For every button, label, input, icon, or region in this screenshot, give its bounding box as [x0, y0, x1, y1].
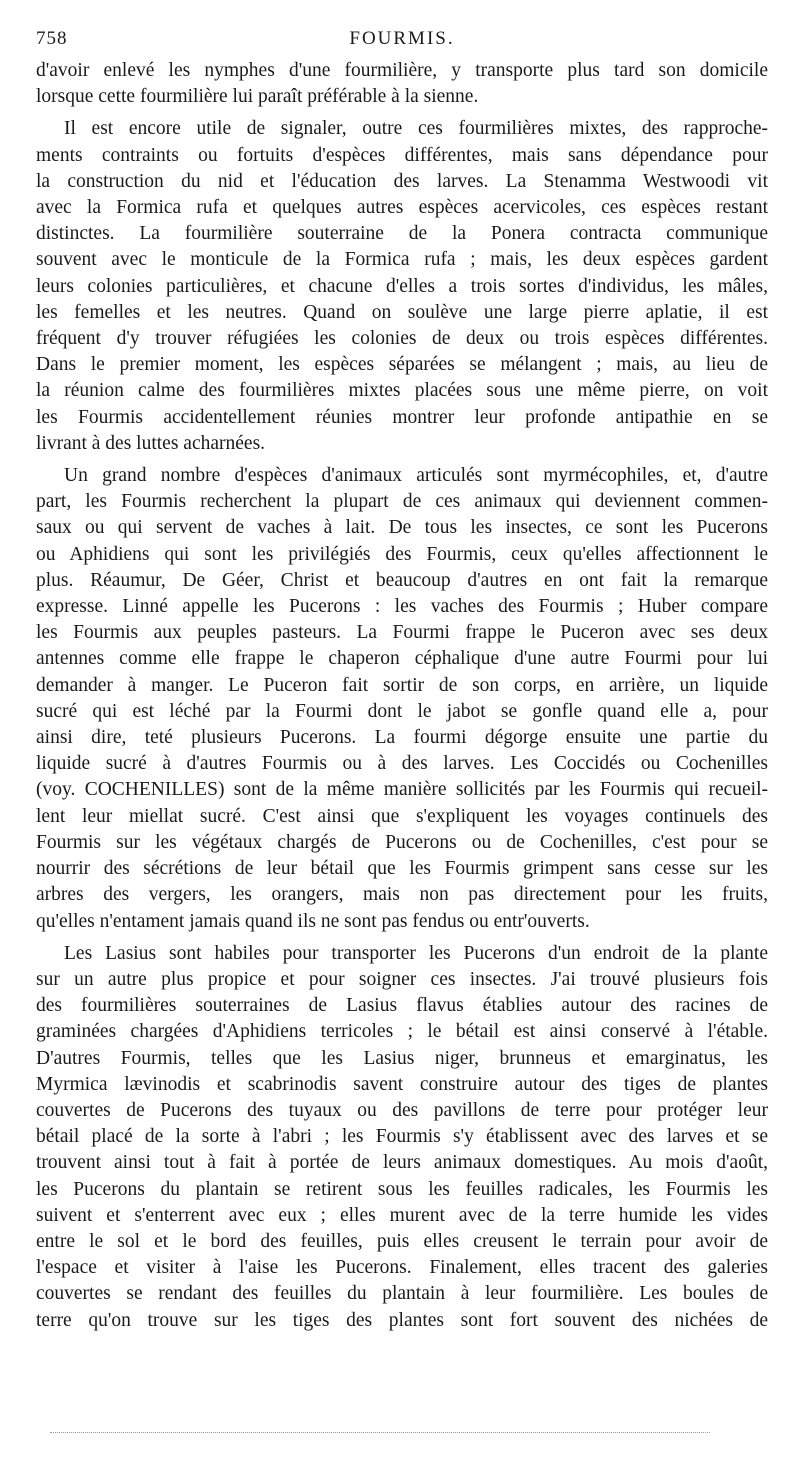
paragraph-0	[36, 58, 768, 110]
text-line: ou Aphidiens qui sont les privilégiés des Fourmis, ceux qu'elles affectionnent le	[36, 543, 768, 565]
text-line: Myrmica lævinodis et scabrinodis savent construire autour des tiges de plantes	[36, 1073, 768, 1095]
text-line: Il est encore utile de signaler, outre ces fourmilières mixtes, des rapproche-	[64, 118, 768, 140]
text-line: couvertes se rendant des feuilles du plantain à leur fourmilière. Les boules de	[36, 1283, 768, 1305]
text-line: terre qu'on trouve sur les tiges des plantes sont fort souvent des nichées de	[36, 1309, 768, 1331]
text-line: ments contraints ou fortuits d'espèces différentes, mais sans dépendance pour	[36, 144, 768, 166]
text-line: suivent et s'enterrent avec eux ; elles murent avec de la terre humide les vides	[36, 1204, 768, 1226]
text-line: d'avoir enlevé les nymphes d'une fourmilière, y transporte plus tard son domicile	[36, 60, 768, 81]
running-head	[36, 28, 768, 58]
text-line: les femelles et les neutres. Quand on soulève une large pierre aplatie, il est	[36, 301, 768, 323]
text-line: lorsque cette fourmilière lui paraît préférable à la sienne.	[36, 86, 479, 108]
text-line: nourrir des sécrétions de leur bétail que les Fourmis grimpent sans cesse sur les	[36, 858, 768, 880]
text-line: antennes comme elle frappe le chaperon céphalique d'une autre Fourmi pour lui	[36, 648, 768, 670]
text-line: Un grand nombre d'espèces d'animaux articulés sont myrmécophiles, et, d'autre	[64, 465, 768, 487]
text-line: fréquent d'y trouver réfugiées les colonies de deux ou trois espèces différentes.	[36, 328, 768, 350]
text-line: entre le sol et le bord des feuilles, puis elles creusent le terrain pour avoir de	[36, 1230, 768, 1252]
text-line: leurs colonies particulières, et chacune d'elles a trois sortes d'individus, les mâles,	[36, 275, 768, 297]
text-line: Fourmis sur les végétaux chargés de Pucerons ou de Cochenilles, c'est pour se	[36, 831, 768, 853]
text-line: (voy. COCHENILLES) sont de la même manière sollicités par les Fourmis qui recueil-	[36, 779, 768, 801]
text-line: demander à manger. Le Puceron fait sortir de son corps, en arrière, un liquide	[36, 674, 768, 696]
text-line: graminées chargées d'Aphidiens terricoles ; le bétail est ainsi conservé à l'étable.	[36, 1021, 768, 1043]
text-line: expresse. Linné appelle les Pucerons : les vaches des Fourmis ; Huber compare	[36, 596, 768, 618]
paragraph-2	[36, 463, 768, 935]
text-line: qu'elles n'entament jamais quand ils ne sont pas fendus ou entr'ouverts.	[36, 910, 590, 932]
paragraph-1	[36, 116, 768, 457]
section-title: FOURMIS.	[349, 28, 455, 49]
paragraph-3	[36, 941, 768, 1334]
text-line: saux ou qui servent de vaches à lait. De tous les insectes, ce sont les Pucerons	[36, 517, 768, 539]
text-line: part, les Fourmis recherchent la plupart de ces animaux qui deviennent commen-	[36, 491, 768, 513]
text-line: les Fourmis accidentellement réunies montrer leur profonde antipathie en se	[36, 406, 768, 428]
text-line: les Pucerons du plantain se retirent sous les feuilles radicales, les Fourmis les	[36, 1178, 768, 1200]
text-line: des fourmilières souterraines de Lasius flavus établies autour des racines de	[36, 995, 768, 1017]
text-line: livrant à des luttes acharnées.	[36, 432, 266, 454]
text-line: souvent avec le monticule de la Formica rufa ; mais, les deux espèces gardent	[36, 249, 768, 271]
text-line: couvertes de Pucerons des tuyaux ou des pavillons de terre pour protéger leur	[36, 1099, 768, 1121]
text-line: distinctes. La fourmilière souterraine de la Ponera contracta communique	[36, 223, 768, 245]
text-line: plus. Réaumur, De Géer, Christ et beaucoup d'autres en ont fait la remarque	[36, 569, 768, 591]
page-number: 758	[36, 28, 68, 49]
text-line: ainsi dire, teté plusieurs Pucerons. La fourmi dégorge ensuite une partie du	[36, 727, 768, 749]
text-line: Dans le premier moment, les espèces séparées se mélangent ; mais, au lieu de	[36, 354, 768, 376]
text-line: sur un autre plus propice et pour soigner ces insectes. J'ai trouvé plusieurs fois	[36, 968, 768, 990]
footer-divider	[50, 1432, 710, 1433]
document-page	[36, 28, 768, 1334]
text-line: D'autres Fourmis, telles que les Lasius niger, brunneus et emarginatus, les	[36, 1047, 768, 1069]
text-line: liquide sucré à d'autres Fourmis ou à des larves. Les Coccidés ou Cochenilles	[36, 753, 768, 775]
text-line: arbres des vergers, les orangers, mais non pas directement pour les fruits,	[36, 884, 768, 906]
text-line: sucré qui est léché par la Fourmi dont le jabot se gonfle quand elle a, pour	[36, 700, 768, 722]
text-line: trouvent ainsi tout à fait à portée de leurs animaux domestiques. Au mois d'août,	[36, 1152, 768, 1174]
text-line: l'espace et visiter à l'aise les Pucerons. Finalement, elles tracent des galeries	[36, 1257, 768, 1279]
text-line: la réunion calme des fourmilières mixtes placées sous une même pierre, on voit	[36, 380, 768, 402]
text-line: avec la Formica rufa et quelques autres espèces acervicoles, ces espèces restant	[36, 197, 768, 219]
text-line: bétail placé de la sorte à l'abri ; les Fourmis s'y établissent avec des larves et se	[36, 1126, 768, 1148]
text-line: lent leur miellat sucré. C'est ainsi que s'expliquent les voyages continuels des	[36, 805, 768, 827]
text-line: Les Lasius sont habiles pour transporter les Pucerons d'un endroit de la plante	[64, 942, 768, 964]
text-line: les Fourmis aux peuples pasteurs. La Fourmi frappe le Puceron avec ses deux	[36, 622, 768, 644]
text-line: la construction du nid et l'éducation des larves. La Stenamma Westwoodi vit	[36, 170, 768, 192]
